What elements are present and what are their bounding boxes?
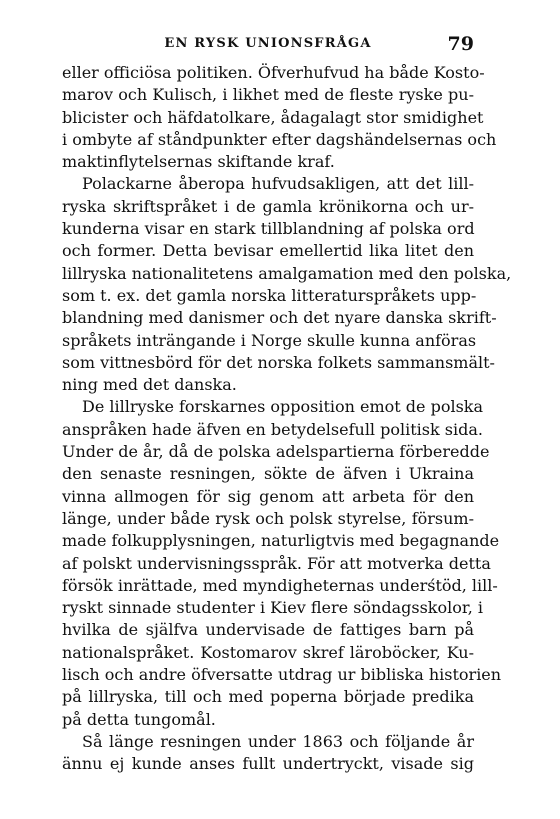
text-line: kunderna visar en stark tillblandning af polska ord xyxy=(62,219,475,239)
text-line: och former. Detta bevisar emellertid lika litet den xyxy=(62,241,474,261)
text-line: Under de år, då de polska adelspartierna förberedde xyxy=(62,442,490,462)
text-line: anspråken hade äfven en betydelsefull politisk sida. xyxy=(62,419,483,439)
text-line: på detta tungomål. xyxy=(62,709,216,729)
text-line: i ombyte af ståndpunkter efter dagshändelsernas och xyxy=(62,129,497,149)
text-line: eller officiösa politiken. Öfverhufvud ha både Kosto- xyxy=(62,63,485,82)
text-line: blicister och häfdatolkare, ådagalagt stor smidighet xyxy=(62,107,484,127)
text-line: Så länge resningen under 1863 och följande år xyxy=(82,731,474,751)
text-line: som vittnesbörd för det norska folkets sammansmält- xyxy=(62,352,495,372)
text-line: blandning med danismer och det nyare danska skrift- xyxy=(62,308,497,328)
text-line: ryskt sinnade studenter i Kiev flere söndagsskolor, i xyxy=(62,598,484,618)
text-line: made folkupplysningen, naturligtvis med begagnande xyxy=(62,531,500,551)
text-line: hvilka de själfva undervisade de fattiges barn på xyxy=(62,620,474,640)
text-line: länge, under både rysk och polsk styrelse, försum- xyxy=(62,508,474,528)
page-header xyxy=(62,33,474,60)
running-head: EN RYSK UNIONSFRÅGA xyxy=(164,36,372,51)
text-line: maktinflytelsernas skiftande kraf. xyxy=(62,152,335,172)
text-line: ännu ej kunde anses fullt undertryckt, visade sig xyxy=(62,754,474,774)
text-line: nationalspråket. Kostomarov skref läroböcker, Ku- xyxy=(62,642,474,662)
text-line: som t. ex. det gamla norska litteraturspråkets upp- xyxy=(62,285,477,305)
text-line: den senaste resningen, sökte de äfven i Ukraina xyxy=(62,464,474,484)
body-text xyxy=(62,62,512,776)
text-line: lillryska nationalitetens amalgamation med den polska, xyxy=(62,263,512,283)
page-number: 79 xyxy=(447,33,474,55)
text-line: vinna allmogen för sig genom att arbeta för den xyxy=(62,486,474,506)
text-line: försök inrättade, med myndigheternas underśtöd, lill- xyxy=(62,575,498,595)
text-line: ning med det danska. xyxy=(62,375,237,395)
text-line: lisch och andre öfversatte utdrag ur bibliska historien xyxy=(62,665,502,685)
text-line: marov och Kulisch, i likhet med de fleste ryske pu- xyxy=(62,85,474,105)
text-line: De lillryske forskarnes opposition emot de polska xyxy=(82,397,484,417)
text-line: Polackarne åberopa hufvudsakligen, att det lill- xyxy=(82,174,474,194)
text-line: på lillryska, till och med poperna började predika xyxy=(62,687,474,707)
text-line: ryska skriftspråket i de gamla krönikorna och ur- xyxy=(62,196,474,216)
text-line: språkets inträngande i Norge skulle kunna anföras xyxy=(62,330,477,350)
text-line: af polskt undervisningsspråk. För att motverka detta xyxy=(62,553,491,573)
